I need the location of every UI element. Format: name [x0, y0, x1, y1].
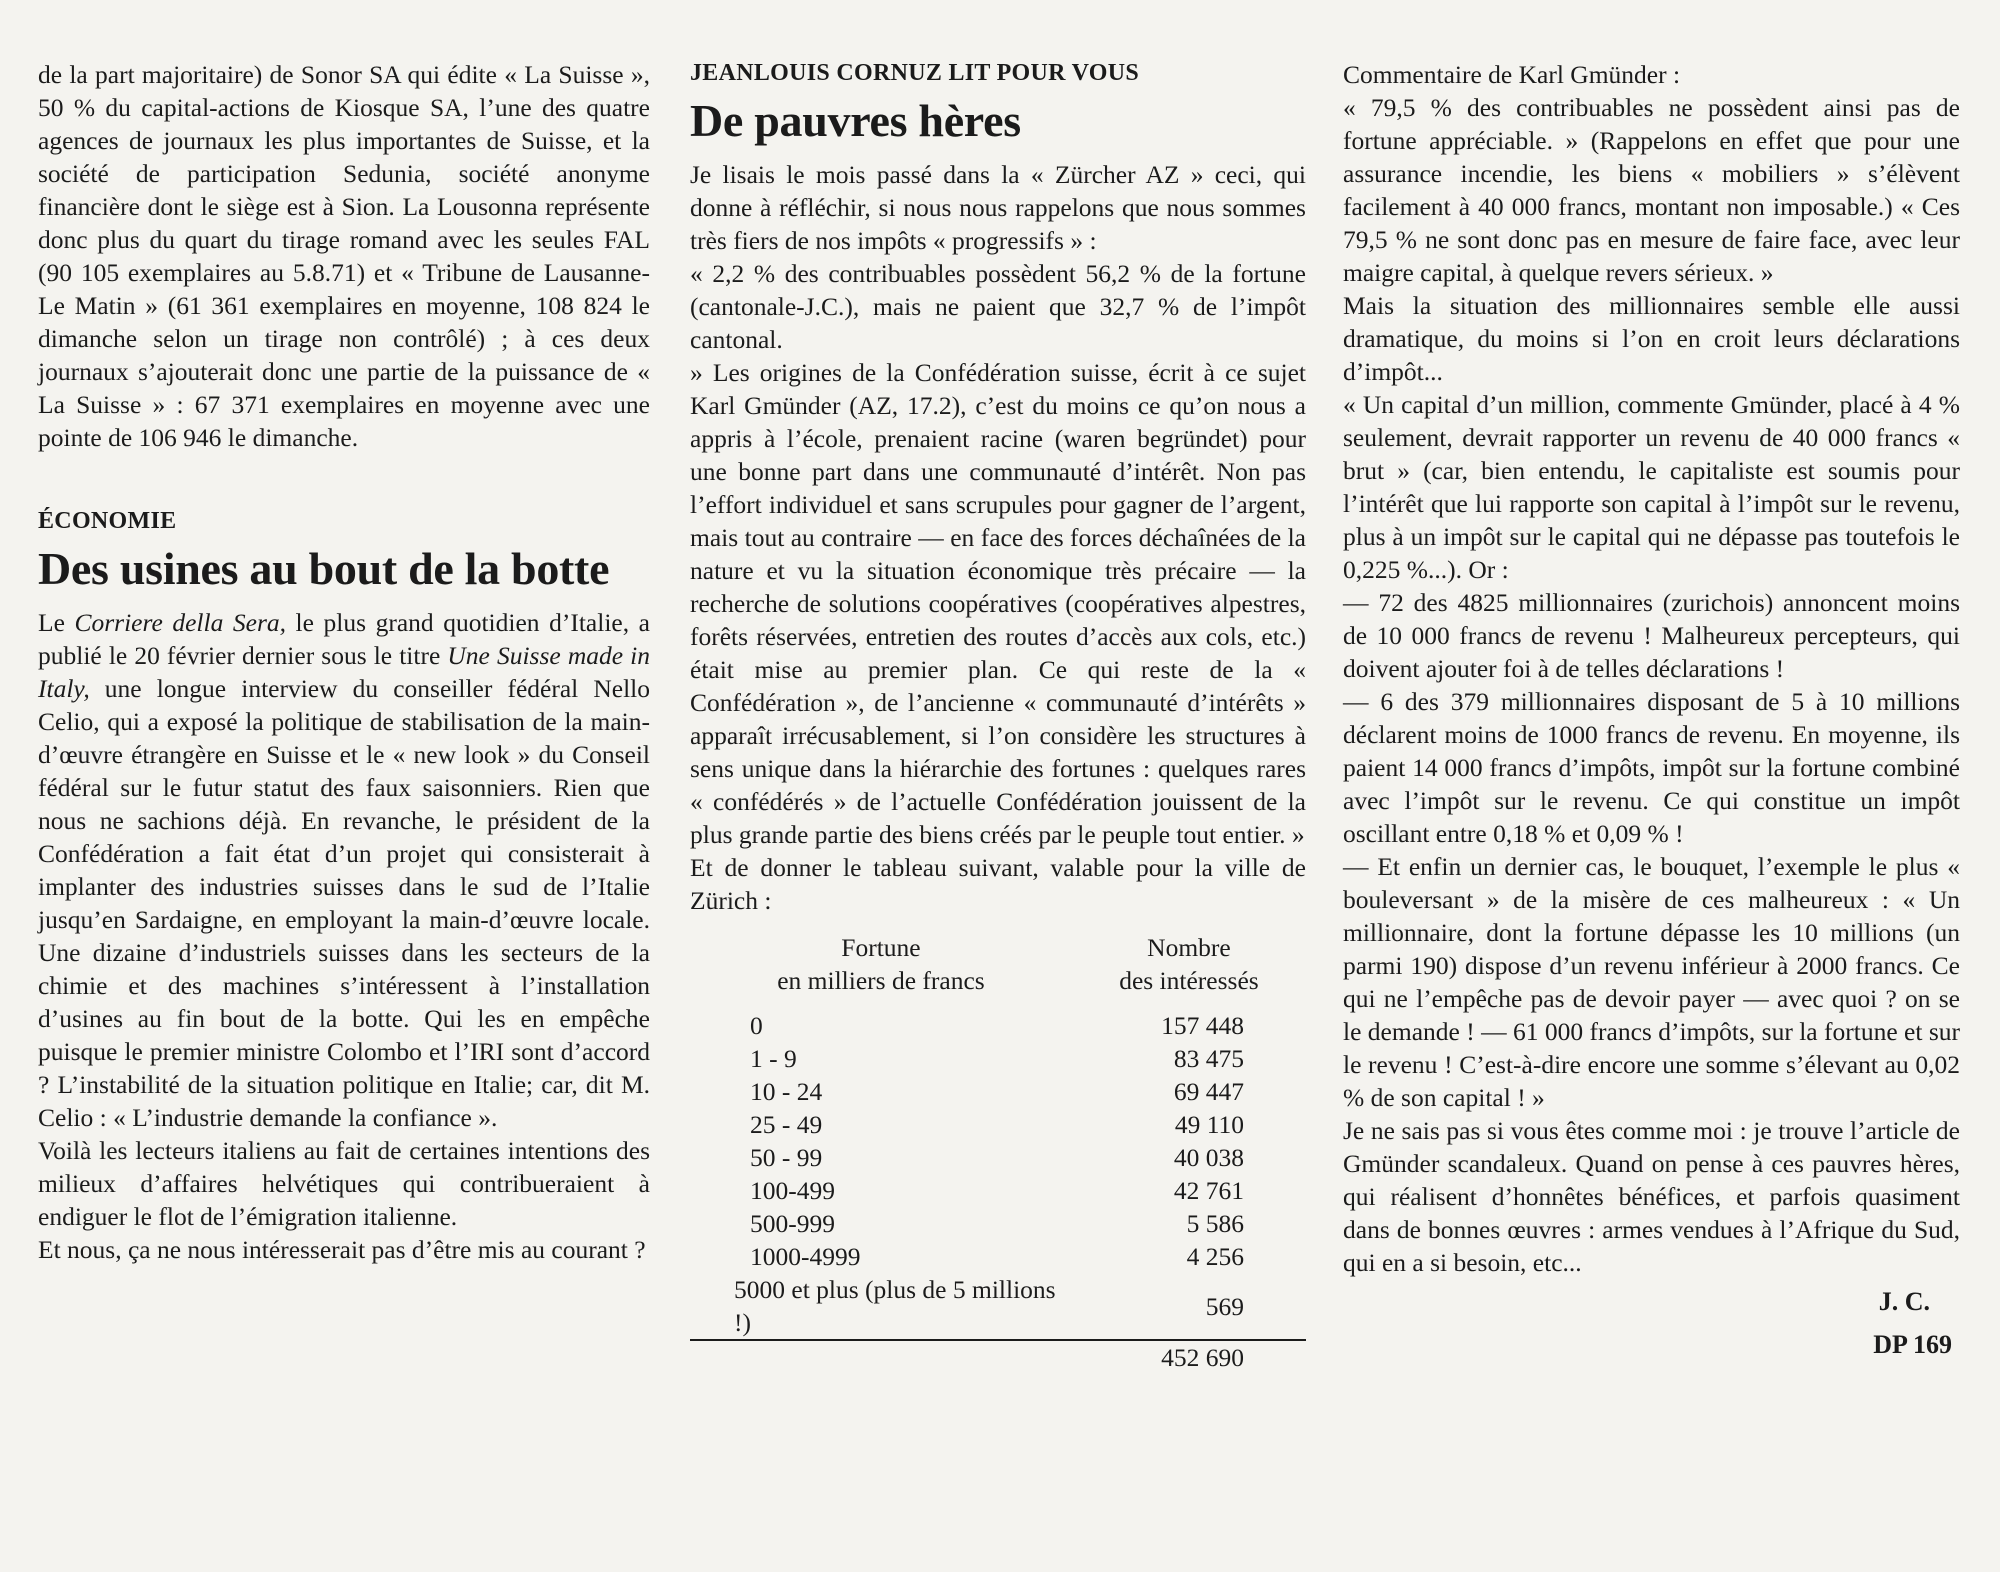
section-label-cornuz: JEANLOUIS CORNUZ LIT POUR VOUS: [690, 60, 1140, 86]
paragraph: « 79,5 % des contribuables ne possèdent ainsi pas de fortune appréciable. » (Rappelons en effet que pour une assurance incendie, les biens « mobiliers » s’élèvent facilement à 40 000 francs, montant non imposable.) « Ces 79,5 % ne sont donc pas en mesure de faire face, avec leur maigre capital, à quelque revers sérieux. »: [1343, 93, 1960, 287]
fortune-table: [690, 931, 1306, 1374]
article-continuation: de la part majoritaire) de Sonor SA qui édite « La Suisse », 50 % du capital-actions de Kiosque SA, l’une des quatre agences de journaux les plus importantes de Suisse, et la société de participation Sedunia, société anonyme financière dont le siège est à Sion. La Lousonna représente donc plus du quart du tirage romand avec les seules FAL (90 105 exemplaires au 5.8.71) et « Tribune de Lausanne-Le Matin » (61 361 exemplaires en moyenne, 108 824 le dimanche selon un tirage non contrôlé) ; à ces deux journaux s’ajouterait donc une partie de la puissance de « La Suisse » : 67 371 exemplaires en moyenne avec une pointe de 106 946 le dimanche.: [38, 60, 650, 452]
column-right: [1343, 58, 1960, 1361]
paragraph: — 6 des 379 millionnaires disposant de 5 à 10 millions déclarent moins de 1000 francs de revenu. En moyenne, ils paient 14 000 francs d’impôts, impôt sur la fortune combiné avec l’impôt sur le revenu. Ce qui constitue un impôt oscillant entre 0,18 % et 0,09 % !: [1343, 687, 1960, 848]
paragraph: « 2,2 % des contribuables possèdent 56,2 % de la fortune (cantonale-J.C.), mais ne paient que 32,7 % de l’impôt cantonal.: [690, 259, 1306, 354]
table-row: 10 - 24 69 447: [750, 1077, 1244, 1106]
table-row: 50 - 99 40 038: [750, 1143, 1244, 1172]
table-row: 5000 et plus (plus de 5 millions !) 569: [734, 1275, 1244, 1337]
page-number: DP 169: [1873, 1330, 1952, 1359]
author-signature: J. C.: [1878, 1287, 1930, 1316]
paragraph: Le Corriere della Sera, le plus grand quotidien d’Italie, a publié le 20 février dernier sous le titre Une Suisse made in Italy, une longue interview du conseiller fédéral Nello Celio, qui a exposé la politique de stabilisation de la main-d’œuvre étrangère en Suisse et le « new look » du Conseil fédéral sur le futur statut des faux saisonniers. Rien que nous ne sachions déjà. En revanche, le président de la Confédération a fait état d’un projet qui consisterait à implanter des industries suisses dans le sud de l’Italie jusqu’en Sardaigne, en employant la main-d’œuvre locale. Une dizaine d’industriels suisses dans les secteurs de la chimie et des machines s’intéressent à l’installation d’usines au fin bout de la botte. Qui les en empêche puisque le premier ministre Colombo et l’IRI sont d’accord ? L’instabilité de la situation politique en Italie; car, dit M. Celio : « L’industrie demande la confiance ».: [38, 608, 650, 1132]
table-row: 0 157 448: [750, 1011, 1244, 1040]
column-left: [38, 58, 650, 1266]
paragraph: Commentaire de Karl Gmünder :: [1343, 60, 1681, 89]
article-title-heres: De pauvres hères: [690, 95, 1021, 146]
paragraph: Et de donner le tableau suivant, valable pour la ville de Zürich :: [690, 853, 1306, 915]
table-row: 25 - 49 49 110: [750, 1110, 1244, 1139]
paragraph: Je lisais le mois passé dans la « Zürcher AZ » ceci, qui donne à réfléchir, si nous nous rappelons que nous sommes très fiers de nos impôts « progressifs » :: [690, 160, 1306, 255]
publication-name: Corriere della Sera,: [74, 608, 286, 637]
paragraph: — 72 des 4825 millionnaires (zurichois) annoncent moins de 10 000 francs de revenu ! Malheureux percepteurs, qui doivent ajouter foi à de telles déclarations !: [1343, 588, 1960, 683]
paragraph: Mais la situation des millionnaires semble elle aussi dramatique, du moins si l’on en croit leurs déclarations d’impôt...: [1343, 291, 1960, 386]
column-middle: [690, 58, 1306, 1374]
table-header-fortune: Fortune en milliers de francs: [777, 933, 985, 995]
table-total-row: 452 690: [690, 1340, 1306, 1374]
paragraph: » Les origines de la Confédération suisse, écrit à ce sujet Karl Gmünder (AZ, 17.2), c’est du moins ce qu’on nous a appris à l’école, prenaient racine (waren begründet) pour une bonne part dans une communauté d’intérêt. Non pas l’effort individuel et sans scrupules pour gagner de l’argent, mais tout au contraire — en face des forces déchaînées de la nature et vu la situation économique très précaire — la recherche de solutions coopératives (coopératives alpestres, forêts réservées, entretien des routes d’accès aux cols, etc.) était mise au premier plan. Ce qui reste de la « Confédération », de l’ancienne « communauté d’intérêts » apparaît irrécusablement, si l’on considère les structures à sens unique dans la hiérarchie des fortunes : quelques rares « confédérés » de l’actuelle Confédération jouissent de la plus grande partie des biens créés par le peuple tout entier. »: [690, 358, 1306, 849]
paragraph: Je ne sais pas si vous êtes comme moi : je trouve l’article de Gmünder scandaleux. Quand on pense à ces pauvres hères, qui réalisent d’honnêtes bénéfices, et parfois quasiment dans de bonnes œuvres : armes vendues à l’Afrique du Sud, qui en a si besoin, etc...: [1343, 1116, 1960, 1277]
table-row: 1000-4999 4 256: [750, 1242, 1244, 1271]
section-label-economie: ÉCONOMIE: [38, 508, 177, 534]
article-title-usines: Des usines au bout de la botte: [38, 543, 610, 594]
paragraph: « Un capital d’un million, commente Gmünder, placé à 4 % seulement, devrait rapporter un revenu de 40 000 francs « brut » (car, bien entendu, le capitaliste est soumis pour l’intérêt que lui rapporte son capital à l’impôt sur le revenu, plus à un impôt sur le capital qui ne dépasse pas toutefois le 0,225 %...). Or :: [1343, 390, 1960, 584]
table-row: 1 - 9 83 475: [750, 1044, 1244, 1073]
paragraph: Voilà les lecteurs italiens au fait de certaines intentions des milieux d’affaires helvétiques qui contribueraient à endiguer le flot de l’émigration italienne.: [38, 1136, 650, 1231]
paragraph: Et nous, ça ne nous intéresserait pas d’être mis au courant ?: [38, 1235, 646, 1264]
table-row: 500-999 5 586: [750, 1209, 1244, 1238]
table-header-nombre: Nombre des intéressés: [1119, 933, 1259, 995]
article-name: Une Suisse made in Italy,: [38, 641, 650, 703]
table-row: 100-499 42 761: [750, 1176, 1244, 1205]
paragraph: — Et enfin un dernier cas, le bouquet, l’exemple le plus « bouleversant » de la misère de ces malheureux : « Un millionnaire, dont la fortune dépasse les 10 millions (un parmi 190) dispose d’un revenu inférieur à 2000 francs. Ce qui ne l’empêche pas de devoir payer — avec quoi ? on se le demande ! — 61 000 francs d’impôts, sur la fortune et sur le revenu ! C’est-à-dire encore une somme s’élevant au 0,02 % de son capital ! »: [1343, 852, 1960, 1112]
